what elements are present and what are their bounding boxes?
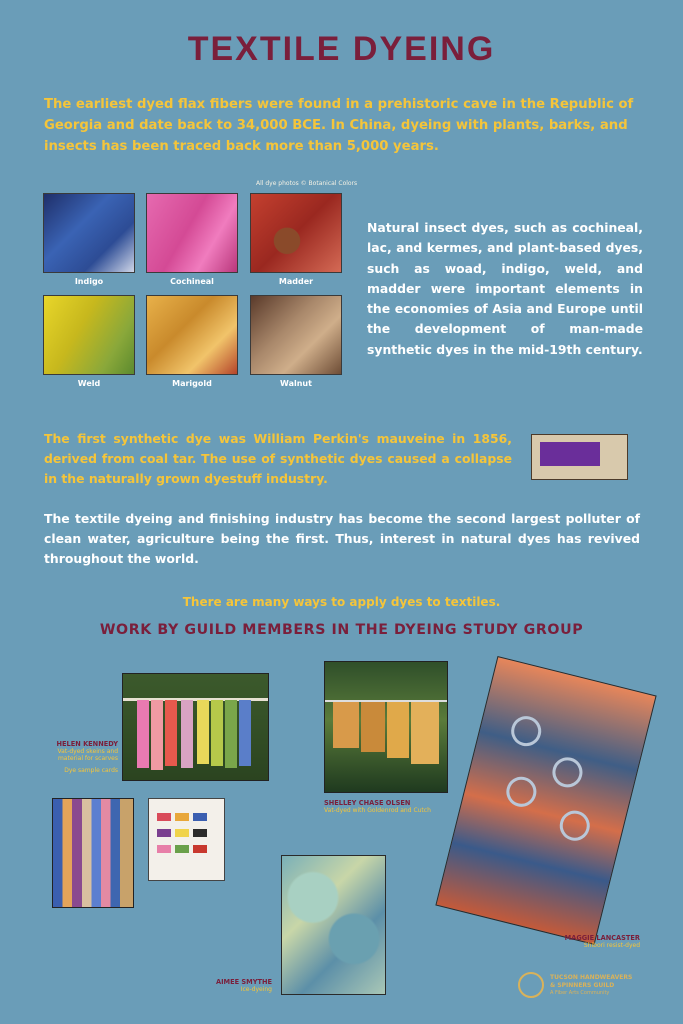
guild-logo xyxy=(518,972,648,1000)
dye-swatch-image xyxy=(146,193,238,273)
shelley-caption xyxy=(324,799,464,814)
dye-label: Walnut xyxy=(280,379,312,388)
helen-scarves-photo xyxy=(52,798,134,908)
dye-photo-walnut xyxy=(250,295,342,388)
dye-label: Marigold xyxy=(172,379,212,388)
logo-line-2: & SPINNERS GUILD xyxy=(550,982,615,989)
member-name: AIMEE SMYTHE xyxy=(215,978,272,986)
member-description: Ice-dyeing xyxy=(240,986,272,993)
shelley-photo xyxy=(324,661,448,793)
dye-photo-cochineal xyxy=(146,193,238,286)
photo-credit: All dye photos © Botanical Colors xyxy=(256,180,358,187)
ways-text: There are many ways to apply dyes to textiles. xyxy=(182,595,501,609)
member-name: SHELLEY CHASE OLSEN xyxy=(324,799,411,807)
intro-paragraph: The earliest dyed flax fibers were found in a prehistoric cave in the Republic of Georgia and date back to 34,000 BCE. In China, dyeing with plants, barks, and insects has been traced back more than 5,000 years. xyxy=(44,97,634,154)
helen-skeins-photo xyxy=(122,673,269,781)
maggie-shibori-photo xyxy=(435,656,656,945)
dye-label: Madder xyxy=(278,277,314,286)
natural-dyes-paragraph: Natural insect dyes, such as cochineal, lac, and kermes, and plant-based dyes, such as woad, indigo, weld, and madder were important elements in the economies of Asia and Europe until the development of man-made synthetic dyes in the mid-19th century. xyxy=(367,220,643,357)
dye-label: Indigo xyxy=(74,277,104,286)
dye-swatch-image xyxy=(250,193,342,273)
dye-swatch-image xyxy=(43,193,135,273)
member-name: MAGGIE LANCASTER xyxy=(564,934,640,942)
logo-line-3: A Fiber Arts Community xyxy=(550,990,610,996)
dye-label: Weld xyxy=(77,379,101,388)
aimee-ice-dyed-photo xyxy=(281,855,386,995)
dye-swatch-image xyxy=(43,295,135,375)
dye-photo-weld xyxy=(43,295,135,388)
member-name: HELEN KENNEDY xyxy=(56,740,118,748)
helen-caption xyxy=(48,740,118,774)
guild-heading: WORK BY GUILD MEMBERS IN THE DYEING STUDY GROUP xyxy=(99,622,584,638)
mauveine-sample-image xyxy=(531,434,628,480)
member-description: Vat-dyed with Goldenrod and Cutch xyxy=(324,807,431,814)
maggie-caption xyxy=(540,934,640,949)
dye-photo-madder xyxy=(250,193,342,286)
dye-swatch-image xyxy=(146,295,238,375)
dye-swatch-image xyxy=(250,295,342,375)
dye-label: Cochineal xyxy=(170,277,214,286)
perkin-paragraph: The first synthetic dye was William Perkin's mauveine in 1856, derived from coal tar. The use of synthetic dyes caused a collapse in the naturally grown dyestuff industry. xyxy=(44,431,512,486)
pollution-paragraph: The textile dyeing and finishing industry has become the second largest polluter of clean water, agriculture being the first. Thus, interest in natural dyes has revived throughout the world. xyxy=(44,511,640,566)
yarn-ball-icon xyxy=(518,972,544,998)
helen-dye-cards-photo xyxy=(148,798,225,881)
member-description: Shibori resist-dyed xyxy=(583,942,640,949)
member-extra: Dye sample cards xyxy=(64,767,118,774)
member-description: Vat-dyed skeins and material for scarves xyxy=(57,748,118,762)
mauve-swatch xyxy=(540,442,600,466)
dye-photo-marigold xyxy=(146,295,238,388)
logo-line-1: TUCSON HANDWEAVERS xyxy=(550,974,633,981)
dye-photo-indigo xyxy=(43,193,135,286)
page-title: TEXTILE DYEING xyxy=(187,30,496,68)
aimee-caption xyxy=(200,978,272,993)
